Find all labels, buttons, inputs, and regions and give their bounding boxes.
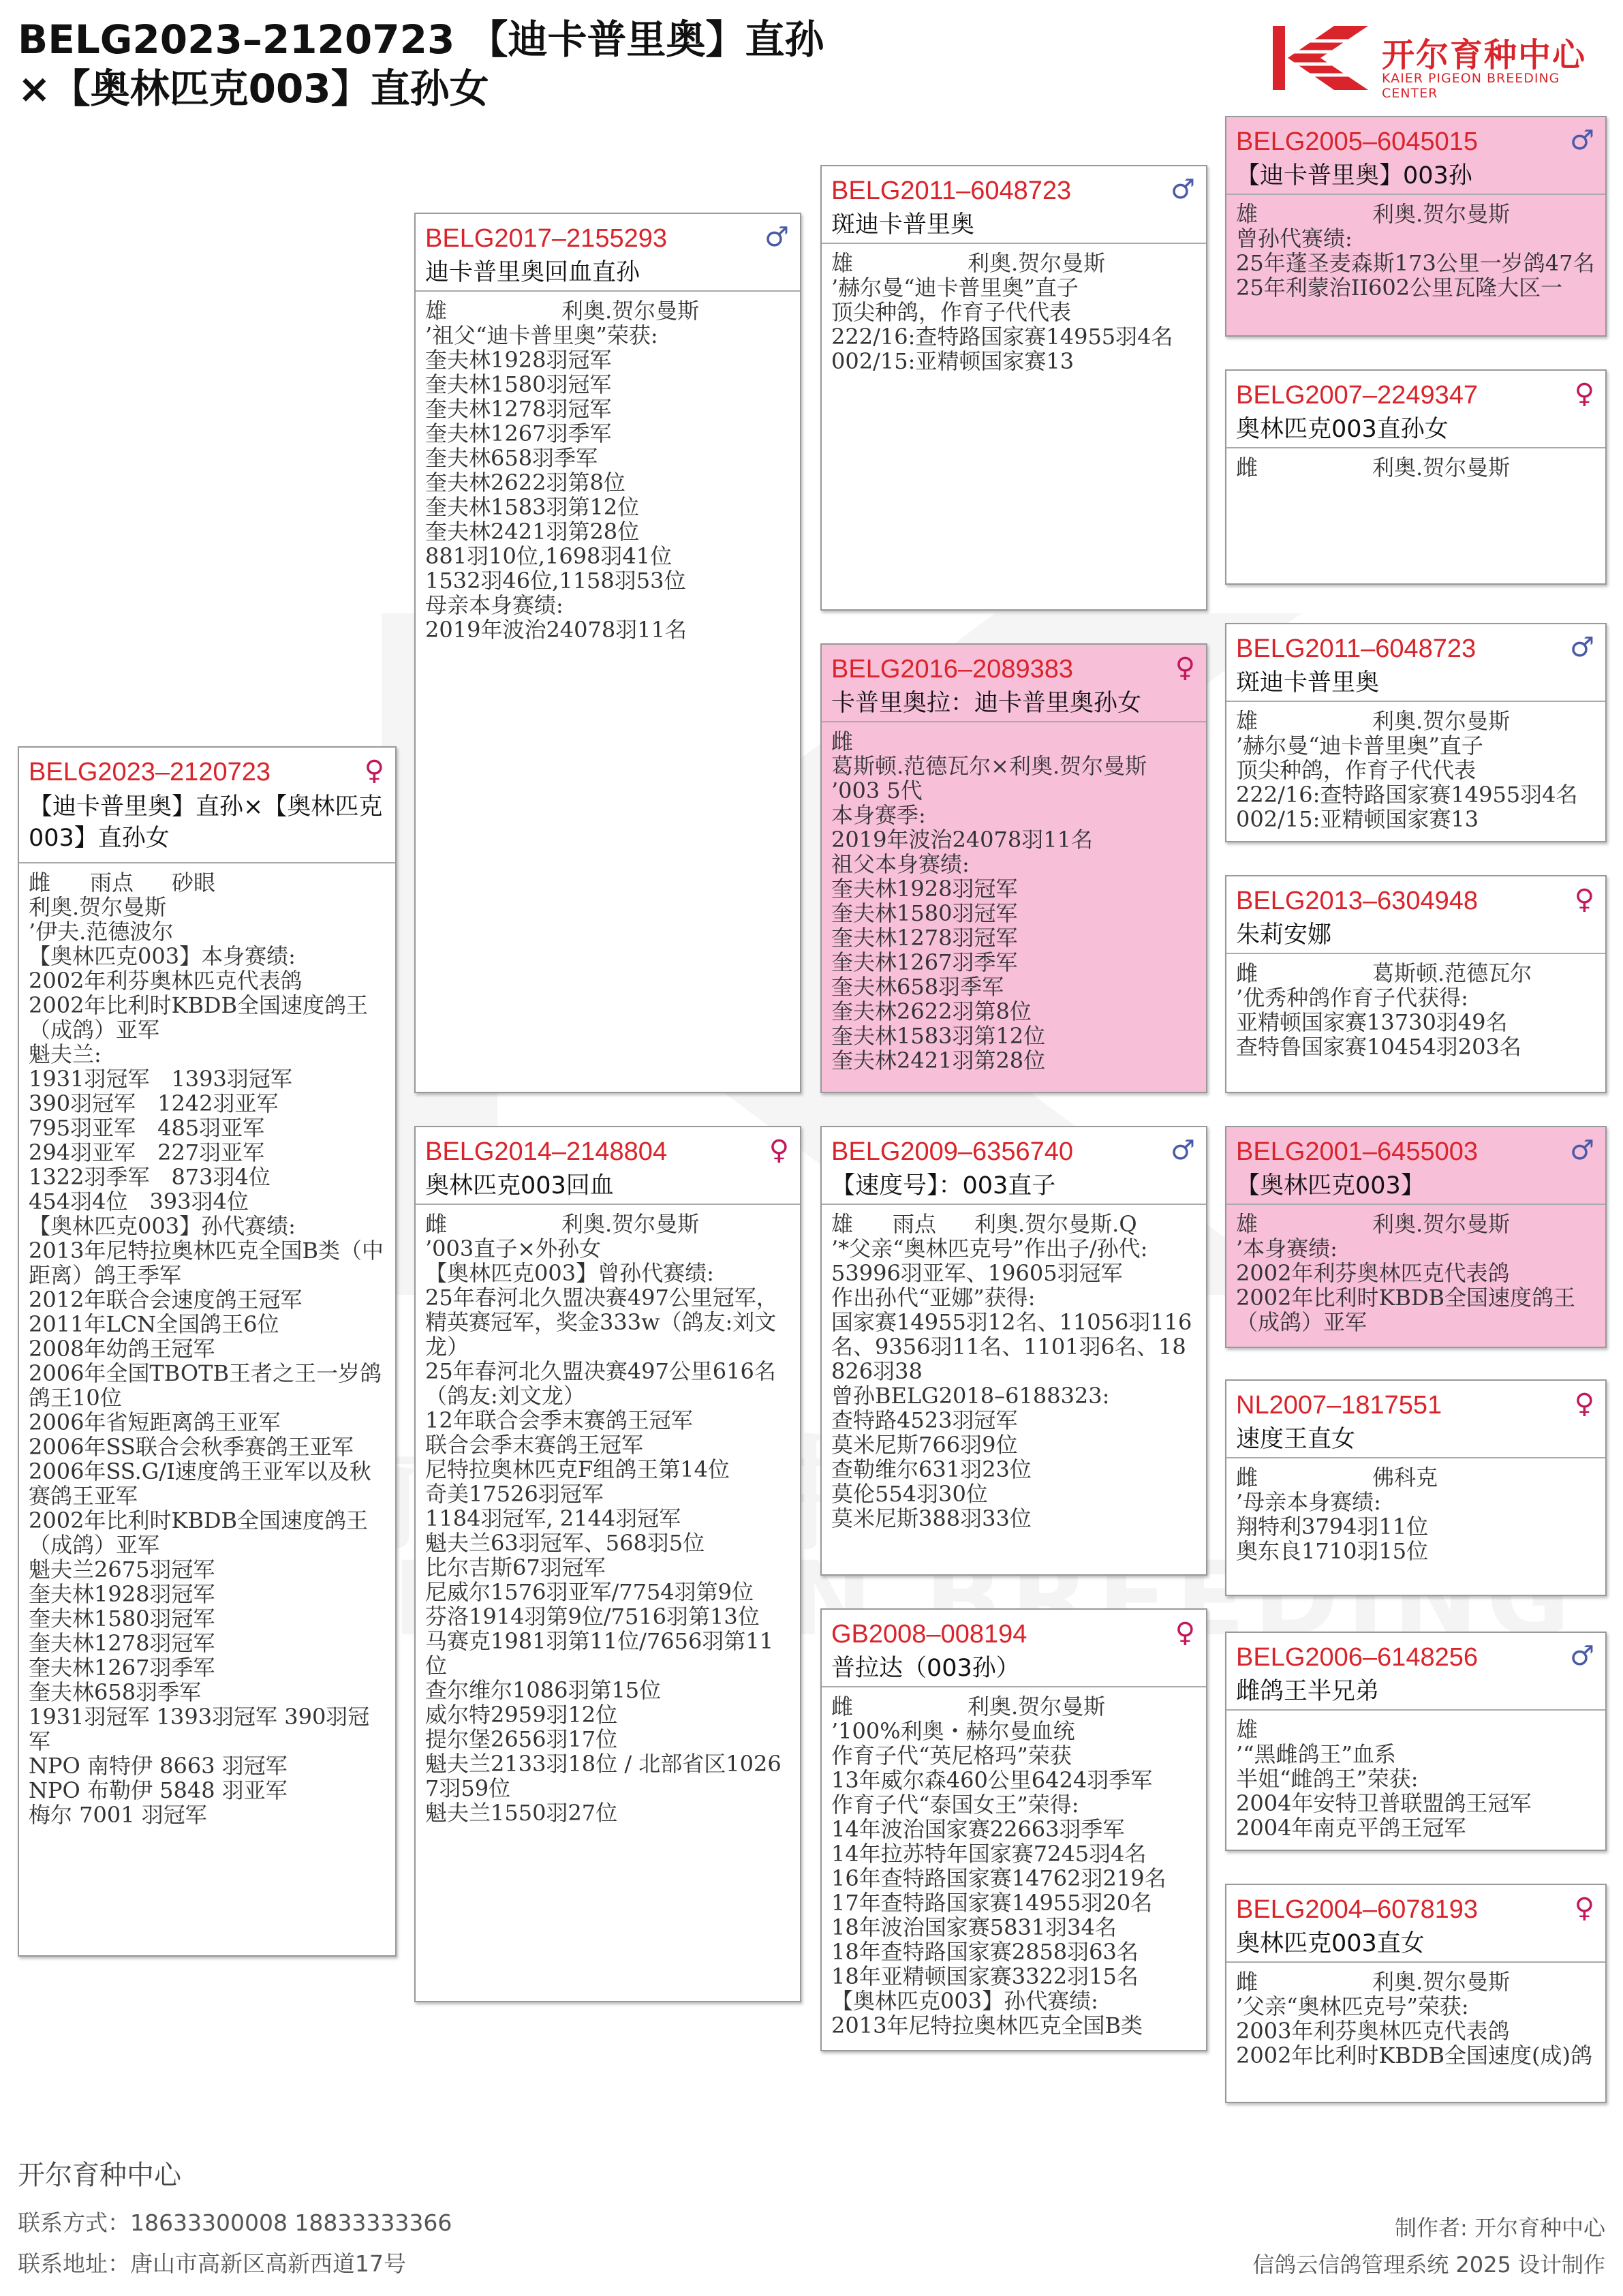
dam-dam-name: 普拉达（003孙） [831,1655,1020,1682]
note-line: 2002年比利时KBDB全国速度鸽王（成鸽）亚军 [29,992,369,1043]
note-line: 25年春河北久盟决赛497公里616名（鸽友:刘文龙） [425,1358,776,1409]
sdd-breeder: 葛斯顿.范德瓦尔 [1372,960,1532,986]
sdd-name: 朱莉安娜 [1236,921,1332,949]
note-line: 14年波治国家赛22663羽季军 [831,1816,1125,1842]
dam-dam-breeder: 利奥.贺尔曼斯 [968,1694,1106,1719]
dam-notes [425,1236,790,1825]
note-line: 查尔维尔1086羽第15位 [425,1677,662,1703]
note-line: 顶尖种鸽，作育子代代表 [1236,757,1477,783]
dam-id: BELG2014–2148804 [425,1137,667,1166]
dss-id: BELG2001–6455003 [1236,1137,1478,1166]
note-line: 作育子代“英尼格玛”荣获 [831,1743,1072,1769]
sire-notes [425,323,790,642]
footer-maker: 制作者: 开尔育种中心 [1395,2215,1605,2241]
male-icon: ♂ [1171,174,1195,205]
note-line: 2003年利芬奥林匹克代表鸽 [1236,2018,1510,2044]
sds-card[interactable] [1225,623,1607,842]
note-line: ’本身赛绩: [1236,1236,1338,1261]
dam-sire-notes [831,1236,1196,1531]
sire-dam-notes [831,754,1196,1073]
note-line: 奎夫林1583羽第12位 [831,1023,1046,1049]
sire-dam-info [831,729,1196,754]
note-line: 881羽10位,1698羽41位 [425,543,673,569]
note-line: 奎夫林1580羽冠军 [425,371,612,397]
sss-id: BELG2005–6045015 [1236,127,1478,156]
dam-sire-card[interactable] [820,1126,1207,1576]
note-line: ’母亲本身赛绩: [1236,1489,1381,1515]
footer-address: 联系地址：唐山市高新区高新西道17号 [18,2250,406,2277]
dam-dam-id: GB2008–008194 [831,1620,1027,1649]
sdd-info [1236,961,1596,985]
note-line: 尼特拉奥林匹克F组鸽王第14位 [425,1456,730,1482]
note-line: 25年春河北久盟决赛497公里冠军，精英赛冠军，奖金333w（鸽友:刘文龙） [425,1285,778,1360]
sire-card[interactable] [414,213,801,1093]
male-icon: ♂ [1570,1135,1594,1166]
sds-name: 斑迪卡普里奥 [1236,669,1380,697]
note-line: 莫米尼斯388羽33位 [831,1505,1032,1531]
note-line: 2013年尼特拉奥林匹克全国B类 [831,2012,1143,2038]
note-line: 390羽冠军 1242羽亚军 [29,1090,279,1116]
female-icon: ♀ [769,1135,789,1166]
ddd-info [1236,1970,1596,1994]
note-line: ’优秀种鸽作育子代获得: [1236,985,1468,1011]
dds-id: BELG2006–6148256 [1236,1643,1478,1672]
dss-breeder: 利奥.贺尔曼斯 [1372,1211,1511,1237]
sds-sex-label: 雄 [1236,708,1258,734]
dss-notes [1236,1236,1596,1334]
note-line: ’100%利奥・赫尔曼血统 [831,1718,1075,1744]
note-line: NPO 南特伊 8663 羽冠军 [29,1753,288,1779]
dsd-breeder: 佛科克 [1372,1465,1438,1490]
ssd-card[interactable] [1225,369,1607,585]
note-line: 马赛克1981羽第11位/7656羽第11位 [425,1628,774,1679]
note-line: 国家赛14955羽12名、11056羽116名、9356羽11名、1101羽6名、18826羽38 [831,1309,1192,1384]
sds-breeder: 利奥.贺尔曼斯 [1372,708,1511,734]
note-line: 奎夫林1278羽冠军 [831,925,1018,951]
sss-sex-label: 雄 [1236,201,1258,227]
note-line: 奎夫林1928羽冠军 [831,876,1018,902]
dam-card[interactable] [414,1126,801,2002]
female-icon: ♀ [1574,378,1594,410]
sire-sire-name: 斑迪卡普里奥 [831,211,975,239]
sire-sire-id: BELG2011–6048723 [831,177,1072,205]
ssd-info [1236,455,1596,480]
note-line: 002/15:亚精顿国家赛13 [1236,806,1479,832]
sdd-notes [1236,985,1596,1059]
ddd-notes [1236,1994,1596,2068]
note-line: 53996羽亚军、19605羽冠军 [831,1260,1123,1286]
sire-name: 迪卡普里奥回血直孙 [425,259,640,286]
note-line: 翔特利3794羽11位 [1236,1514,1429,1540]
note-line: 魁夫兰1550羽27位 [425,1800,618,1826]
subject-eye: 砂眼 [172,870,216,896]
dam-breeder: 利奥.贺尔曼斯 [561,1211,700,1237]
note-line: 2006年省短距离鸽王亚军 [29,1409,281,1435]
note-line: 葛斯顿.范德瓦尔×利奥.贺尔曼斯 [831,753,1147,779]
note-line: 454羽4位 393羽4位 [29,1189,249,1214]
sire-sire-card[interactable] [820,165,1207,611]
subject-card[interactable] [18,746,397,1957]
note-line: 2002年利芬奥林匹克代表鸽 [29,968,303,994]
note-line: 奎夫林1580羽冠军 [29,1606,215,1632]
sire-dam-sex-label: 雌 [831,729,854,754]
note-line: 18年波治国家赛5831羽34名 [831,1914,1117,1940]
note-line: 【奥林匹克003】本身赛绩: [29,943,296,969]
note-line: 尼威尔1576羽亚军/7754羽第9位 [425,1579,754,1605]
dds-name: 雌鸽王半兄弟 [1236,1678,1380,1705]
note-line: 芬洛1914羽第9位/7516羽第13位 [425,1604,760,1629]
note-line: 奎夫林1580羽冠军 [831,900,1018,926]
note-line: 莫米尼斯766羽9位 [831,1432,1018,1458]
dam-info [425,1212,790,1236]
dam-dam-info [831,1694,1196,1719]
note-line: 半姐“雌鸽王”荣获: [1236,1766,1419,1792]
note-line: 奎夫林1583羽第12位 [425,494,640,520]
note-line: 【奥林匹克003】孙代赛绩: [29,1213,296,1239]
dss-sex-label: 雄 [1236,1211,1258,1237]
subject-name: 【迪卡普里奥】直孙×【奥林匹克003】直孙女 [29,793,383,852]
note-line: 梅尔 7001 羽冠军 [29,1802,207,1828]
note-line: 莫伦554羽30位 [831,1481,988,1507]
sire-sex-label: 雄 [425,298,448,324]
note-line: 222/16:查特路国家赛14955羽4名 [1236,782,1578,808]
dds-notes [1236,1742,1596,1840]
note-line: 奎夫林658羽季军 [425,445,598,471]
note-line: 14年拉苏特年国家赛7245羽4名 [831,1841,1147,1867]
note-line: ’*父亲“奥林匹克号”作出子/孙代: [831,1236,1148,1261]
note-line: ’赫尔曼“迪卡普里奥”直子 [831,275,1079,301]
note-line: 18年查特路国家赛2858羽63名 [831,1939,1139,1965]
note-line: 1931羽冠军 1393羽冠军 [29,1066,292,1092]
sire-sire-info [831,251,1196,275]
note-line: 2019年波治24078羽11名 [831,827,1093,853]
note-line: 魁夫兰2675羽冠军 [29,1557,215,1582]
dsd-notes [1236,1490,1596,1563]
dsd-info [1236,1465,1596,1490]
female-icon: ♀ [1175,1617,1195,1649]
sire-sire-breeder: 利奥.贺尔曼斯 [968,250,1106,276]
sire-dam-id: BELG2016–2089383 [831,655,1073,684]
dsd-id: NL2007–1817551 [1236,1391,1442,1420]
note-line: 2002年利芬奥林匹克代表鸽 [1236,1260,1510,1286]
note-line: 奎夫林2622羽第8位 [425,470,625,495]
note-line: 提尔堡2656羽17位 [425,1726,618,1752]
note-line: ’伊夫.范德波尔 [29,919,174,945]
note-line: 查勒维尔631羽23位 [831,1456,1032,1482]
note-line: 魁夫兰63羽冠军、568羽5位 [425,1530,705,1556]
note-line: 【奥林匹克003】曾孙代赛绩: [425,1260,714,1286]
note-line: 奎夫林1278羽冠军 [29,1630,215,1656]
female-icon: ♀ [364,755,384,786]
sire-dam-card[interactable] [820,643,1207,1093]
note-line: 奎夫林658羽季军 [831,974,1004,1000]
note-line: 奥东良1710羽15位 [1236,1538,1429,1564]
note-line: 2012年联合会速度鸽王冠军 [29,1287,303,1313]
sire-breeder: 利奥.贺尔曼斯 [561,298,700,324]
note-line: 魁夫兰: [29,1041,102,1067]
ddd-sex-label: 雌 [1236,1969,1258,1995]
sire-id: BELG2017–2155293 [425,224,667,253]
footer-contact: 联系方式：18633300008 18833333366 [18,2209,452,2236]
note-line: 2008年幼鸽王冠军 [29,1336,215,1362]
note-line: 曾孙BELG2018–6188323: [831,1383,1110,1409]
footer-system: 信鸽云信鸽管理系统 2025 设计制作 [1252,2252,1605,2278]
note-line: 魁夫兰2133羽18位 / 北部省区10267羽59位 [425,1751,782,1801]
note-line: 18年亚精顿国家赛3322羽15名 [831,1963,1139,1989]
note-line: 13年威尔森460公里6424羽季军 [831,1767,1153,1793]
male-icon: ♂ [1171,1135,1195,1166]
dam-sire-id: BELG2009–6356740 [831,1137,1073,1166]
note-line: 奎夫林658羽季军 [29,1679,202,1705]
female-icon: ♀ [1574,1893,1594,1924]
dsd-card[interactable] [1225,1379,1607,1596]
note-line: 威尔特2959羽12位 [425,1702,618,1728]
note-line: 12年联合会季末赛鸽王冠军 [425,1407,693,1433]
note-line: 奎夫林2421羽第28位 [425,519,640,545]
note-line: 作出孙代“亚娜”获得: [831,1285,1036,1311]
note-line: 亚精顿国家赛13730羽49名 [1236,1009,1508,1035]
note-line: 16年查特路国家赛14762羽219名 [831,1865,1166,1891]
note-line: 2006年全国TBOTB王者之王一岁鸽鸽王10位 [29,1360,382,1411]
subject-breeder: 利奥.贺尔曼斯 [29,894,167,920]
sdd-sex-label: 雌 [1236,960,1258,986]
kaier-logo-icon [1273,26,1368,90]
male-icon: ♂ [1570,1640,1594,1672]
sss-notes [1236,226,1596,300]
note-line: 联合会季末赛鸽王冠军 [425,1432,644,1458]
ddd-card[interactable] [1225,1884,1607,2103]
note-line: 17年查特路国家赛14955羽20名 [831,1890,1153,1916]
note-line: 2011年LCN全国鸽王6位 [29,1311,279,1337]
note-line: 曾孙代赛绩: [1236,226,1352,251]
note-line: 奎夫林2421羽第28位 [831,1047,1046,1073]
page-title: BELG2023–2120723 【迪卡普里奥】直孙×【奥林匹克003】直孙女 [18,16,824,112]
note-line: 2019年波治24078羽11名 [425,617,687,643]
dam-sex-label: 雌 [425,1211,448,1237]
note-line: 奎夫林1928羽冠军 [425,347,612,373]
note-line: 1322羽季军 873羽4位 [29,1164,270,1190]
note-line: ’“黑雌鸽王”血系 [1236,1741,1396,1767]
note-line: 2002年比利时KBDB全国速度鸽王（成鸽）亚军 [29,1507,369,1558]
brand-logo [1273,26,1600,101]
note-line: 2002年比利时KBDB全国速度(成)鸽 [1236,2042,1593,2068]
note-line: 母亲本身赛绩: [425,592,563,618]
note-line: ’赫尔曼“迪卡普里奥”直子 [1236,733,1483,759]
sss-info [1236,202,1596,226]
note-line: ’父亲“奥林匹克号”荣获: [1236,1993,1469,2019]
sire-info [425,299,790,323]
sss-name: 【迪卡普里奥】003孙 [1236,162,1472,189]
note-line: 查特鲁国家赛10454羽203名 [1236,1034,1521,1060]
brand-name-cn: 开尔育种中心 [1382,36,1587,74]
brand-name-en: KAIER PIGEON BREEDING CENTER [1382,71,1560,101]
note-line: 奎夫林1278羽冠军 [425,396,612,422]
dds-info [1236,1717,1596,1742]
dsd-name: 速度王直女 [1236,1426,1356,1453]
note-line: 1184羽冠军, 2144羽冠军 [425,1505,681,1531]
note-line: 222/16:查特路国家赛14955羽4名 [831,324,1173,350]
ssd-name: 奥林匹克003直孙女 [1236,416,1449,443]
note-line: ’祖父“迪卡普里奥”荣获: [425,322,658,348]
sds-info [1236,709,1596,733]
sss-breeder: 利奥.贺尔曼斯 [1372,201,1511,227]
sire-sire-notes [831,275,1196,373]
note-line: 作育子代“泰国女王”荣得: [831,1792,1079,1818]
note-line: 25年蓬圣麦森斯173公里一岁鸽47名 [1236,250,1595,276]
sdd-id: BELG2013–6304948 [1236,887,1478,915]
dds-sex-label: 雄 [1236,1717,1258,1743]
note-line: 2002年比利时KBDB全国速度鸽王（成鸽）亚军 [1236,1285,1576,1335]
sds-notes [1236,733,1596,831]
note-line: 奎夫林1267羽季军 [425,420,612,446]
note-line: 1931羽冠军 1393羽冠军 390羽冠军 [29,1704,370,1754]
sire-sire-sex-label: 雄 [831,250,854,276]
female-icon: ♀ [1574,884,1594,915]
footer-center-name: 开尔育种中心 [18,2160,181,2191]
dss-info [1236,1212,1596,1236]
note-line: 奎夫林1928羽冠军 [29,1581,215,1607]
note-line: 2013年尼特拉奥林匹克全国B类（中距离）鸽王季军 [29,1238,384,1288]
note-line: 2006年SS.G/I速度鸽王亚军以及秋赛鸽王亚军 [29,1458,371,1509]
ddd-name: 奥林匹克003直女 [1236,1930,1425,1957]
female-icon: ♀ [1574,1388,1594,1420]
dam-dam-sex-label: 雌 [831,1694,854,1719]
note-line: 795羽亚军 485羽亚军 [29,1115,265,1141]
dam-name: 奥林匹克003回血 [425,1172,614,1199]
note-line: 奎夫林1267羽季军 [831,949,1018,975]
dam-sire-name: 【速度号】：003直子 [831,1172,1056,1199]
note-line: 奎夫林2622羽第8位 [831,998,1032,1024]
sire-dam-name: 卡普里奥拉：迪卡普里奥孙女 [831,690,1142,717]
subject-sex-label: 雌 [29,870,51,896]
note-line: 294羽亚军 227羽亚军 [29,1139,265,1165]
ssd-id: BELG2007–2249347 [1236,381,1478,410]
note-line: 25年利蒙治II602公里瓦隆大区一 [1236,275,1563,301]
sdd-card[interactable] [1225,875,1607,1093]
dam-dam-card[interactable] [820,1608,1207,2051]
note-line: NPO 布勒伊 5848 羽亚军 [29,1777,288,1803]
male-icon: ♂ [1570,632,1594,663]
ddd-breeder: 利奥.贺尔曼斯 [1372,1969,1511,1995]
note-line: 本身赛季: [831,802,926,828]
note-line: 查特路4523羽冠军 [831,1407,1018,1433]
subject-info [29,870,386,895]
dss-card[interactable] [1225,1126,1607,1348]
note-line: 奇美17526羽冠军 [425,1481,604,1507]
subject-notes [29,919,386,1827]
ddd-id: BELG2004–6078193 [1236,1895,1478,1924]
male-icon: ♂ [1570,125,1594,156]
male-icon: ♂ [764,221,789,253]
dam-sire-info [831,1212,1196,1236]
dds-card[interactable] [1225,1632,1607,1851]
note-line: ’003直子×外孙女 [425,1236,602,1261]
note-line: 奎夫林1267羽季军 [29,1655,215,1681]
sss-card[interactable] [1225,116,1607,337]
female-icon: ♀ [1175,652,1195,684]
dam-sire-sex-label: 雄 [831,1211,854,1237]
dss-name: 【奥林匹克003】 [1236,1172,1425,1199]
note-line: 002/15:亚精顿国家赛13 [831,348,1075,374]
note-line: 顶尖种鸽，作育子代代表 [831,299,1072,325]
note-line: 【奥林匹克003】孙代赛绩: [831,1988,1098,2014]
note-line: ’003 5代 [831,778,923,803]
note-line: 1532羽46位,1158羽53位 [425,568,686,594]
dam-dam-notes [831,1719,1196,2038]
dam-sire-breeder: 利奥.贺尔曼斯.Q [974,1211,1137,1237]
note-line: 比尔吉斯67羽冠军 [425,1555,606,1580]
dam-sire-color: 雨点 [893,1211,937,1237]
subject-color: 雨点 [90,870,134,896]
subject-id: BELG2023–2120723 [29,758,270,786]
ssd-sex-label: 雌 [1236,455,1258,480]
note-line: 2004年南克平鸽王冠军 [1236,1815,1466,1841]
sds-id: BELG2011–6048723 [1236,634,1477,663]
dsd-sex-label: 雌 [1236,1465,1258,1490]
ssd-breeder: 利奥.贺尔曼斯 [1372,455,1511,480]
note-line: 2006年SS联合会秋季赛鸽王亚军 [29,1434,354,1460]
note-line: 2004年安特卫普联盟鸽王冠军 [1236,1790,1532,1816]
note-line: 祖父本身赛绩: [831,851,970,877]
